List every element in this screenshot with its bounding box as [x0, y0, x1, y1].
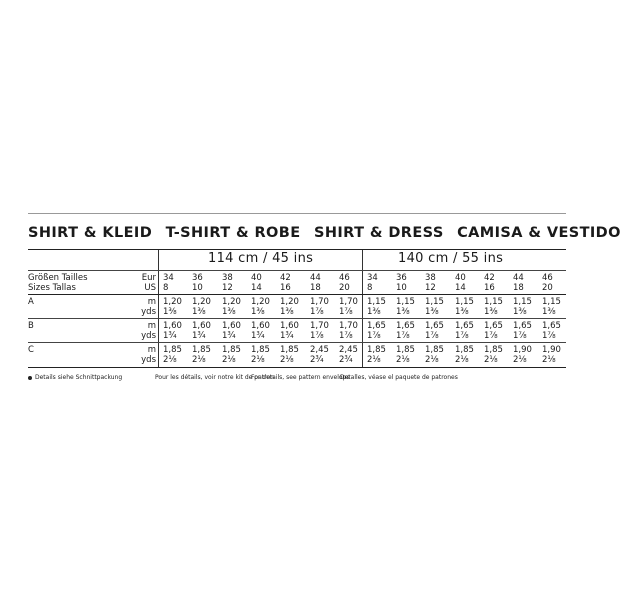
unit-m-a: m	[147, 297, 156, 307]
yard-value: 1⅞	[513, 331, 527, 341]
yard-value: 1⅜	[367, 307, 381, 317]
us-size: 16	[484, 283, 495, 293]
meter-value: 1,85	[163, 345, 182, 355]
us-size: 18	[310, 283, 321, 293]
us-size: 8	[163, 283, 169, 293]
meter-value: 1,85	[280, 345, 299, 355]
unit-yds-c: yds	[141, 355, 156, 365]
us-size: 20	[339, 283, 350, 293]
sizes-rule	[28, 294, 566, 295]
yard-value: 1⅞	[542, 331, 556, 341]
yard-value: 2⅛	[163, 355, 177, 365]
meter-value: 1,85	[455, 345, 474, 355]
yard-value: 2⅛	[396, 355, 410, 365]
yard-value: 1⅜	[396, 307, 410, 317]
meter-value: 1,70	[339, 297, 358, 307]
yard-value: 1⅜	[251, 307, 265, 317]
unit-yds-a: yds	[141, 307, 156, 317]
us-size: 10	[192, 283, 203, 293]
meter-value: 1,15	[542, 297, 561, 307]
meter-value: 2,45	[310, 345, 329, 355]
us-size: 18	[513, 283, 524, 293]
meter-value: 2,45	[339, 345, 358, 355]
col-separator-fabric	[362, 250, 363, 368]
footnote-de: Details siehe Schnittpackung	[35, 374, 123, 381]
yard-value: 1¾	[163, 331, 177, 341]
yard-value: 1⅜	[192, 307, 206, 317]
yard-value: 1⅜	[542, 307, 556, 317]
yard-value: 1⅞	[396, 331, 410, 341]
yard-value: 1⅜	[425, 307, 439, 317]
title-fr: T-SHIRT & ROBE	[165, 225, 301, 241]
yard-value: 1⅜	[484, 307, 498, 317]
page-title	[28, 225, 629, 241]
us-size: 12	[222, 283, 233, 293]
meter-value: 1,15	[513, 297, 532, 307]
yard-value: 2¾	[310, 355, 324, 365]
fabric-width-140: 140 cm / 55 ins	[398, 251, 504, 266]
eur-size: 40	[455, 273, 466, 283]
us-size: 16	[280, 283, 291, 293]
eur-size: 36	[192, 273, 203, 283]
meter-value: 1,60	[222, 321, 241, 331]
bullet-icon	[28, 376, 32, 380]
eur-size: 34	[163, 273, 174, 283]
us-label: US	[144, 283, 156, 293]
yard-value: 2⅛	[425, 355, 439, 365]
title-es: CAMISA & VESTIDO	[457, 225, 621, 241]
eur-size: 46	[542, 273, 553, 283]
meter-value: 1,60	[251, 321, 270, 331]
meter-value: 1,65	[396, 321, 415, 331]
us-size: 10	[396, 283, 407, 293]
meter-value: 1,60	[192, 321, 211, 331]
row-label-c: C	[28, 345, 34, 355]
us-size: 14	[251, 283, 262, 293]
eur-size: 34	[367, 273, 378, 283]
meter-value: 1,60	[163, 321, 182, 331]
meter-value: 1,60	[280, 321, 299, 331]
yard-value: 1⅞	[339, 331, 353, 341]
meter-value: 1,15	[367, 297, 386, 307]
meter-value: 1,65	[425, 321, 444, 331]
meter-value: 1,70	[310, 297, 329, 307]
yard-value: 2⅛	[222, 355, 236, 365]
unit-m-b: m	[147, 321, 156, 331]
row-c-rule	[28, 367, 566, 368]
yard-value: 1¾	[280, 331, 294, 341]
yard-value: 1⅜	[280, 307, 294, 317]
meter-value: 1,65	[367, 321, 386, 331]
row-label-a: A	[28, 297, 34, 307]
yard-value: 2⅛	[251, 355, 265, 365]
meter-value: 1,20	[251, 297, 270, 307]
yard-value: 2⅛	[542, 355, 556, 365]
yard-value: 1⅞	[310, 331, 324, 341]
meter-value: 1,15	[484, 297, 503, 307]
eur-size: 38	[222, 273, 233, 283]
footnote-en: For details, see pattern envelope	[251, 374, 351, 381]
yard-value: 1⅞	[339, 307, 353, 317]
yard-value: 1⅞	[484, 331, 498, 341]
yard-value: 2⅛	[367, 355, 381, 365]
eur-size: 40	[251, 273, 262, 283]
title-rule	[28, 249, 566, 250]
meter-value: 1,90	[513, 345, 532, 355]
yard-value: 2¾	[339, 355, 353, 365]
meter-value: 1,85	[396, 345, 415, 355]
yard-value: 1¾	[222, 331, 236, 341]
meter-value: 1,15	[455, 297, 474, 307]
meter-value: 1,20	[163, 297, 182, 307]
yard-value: 1¾	[192, 331, 206, 341]
footnote-es: Detalles, véase el paquete de patrones	[340, 374, 458, 381]
us-size: 8	[367, 283, 373, 293]
us-size: 20	[542, 283, 553, 293]
row-a-rule	[28, 318, 566, 319]
meter-value: 1,65	[484, 321, 503, 331]
eur-label: Eur	[141, 273, 156, 283]
fabric-header-rule	[28, 270, 566, 271]
unit-m-c: m	[147, 345, 156, 355]
yard-value: 1⅞	[455, 331, 469, 341]
yard-value: 2⅛	[192, 355, 206, 365]
col-separator-units	[158, 250, 159, 368]
meter-value: 1,85	[484, 345, 503, 355]
eur-size: 44	[310, 273, 321, 283]
meter-value: 1,85	[425, 345, 444, 355]
yard-value: 2⅛	[455, 355, 469, 365]
yard-value: 1⅞	[310, 307, 324, 317]
yard-value: 2⅛	[484, 355, 498, 365]
meter-value: 1,20	[222, 297, 241, 307]
meter-value: 1,85	[367, 345, 386, 355]
yard-value: 1⅜	[163, 307, 177, 317]
fabric-width-114: 114 cm / 45 ins	[208, 251, 314, 266]
meter-value: 1,65	[513, 321, 532, 331]
sizes-label-de-fr: Größen Tailles	[28, 273, 88, 283]
meter-value: 1,15	[396, 297, 415, 307]
title-en: SHIRT & DRESS	[314, 225, 444, 241]
yard-value: 1⅜	[455, 307, 469, 317]
footnote-fr: Pour les détails, voir notre kit de patron	[155, 374, 274, 381]
eur-size: 42	[280, 273, 291, 283]
eur-size: 38	[425, 273, 436, 283]
yard-value: 1⅜	[222, 307, 236, 317]
meter-value: 1,70	[339, 321, 358, 331]
meter-value: 1,65	[542, 321, 561, 331]
unit-yds-b: yds	[141, 331, 156, 341]
yard-value: 1⅞	[367, 331, 381, 341]
us-size: 14	[455, 283, 466, 293]
eur-size: 42	[484, 273, 495, 283]
meter-value: 1,70	[310, 321, 329, 331]
meter-value: 1,20	[280, 297, 299, 307]
meter-value: 1,15	[425, 297, 444, 307]
sizes-label-en-es: Sizes Tallas	[28, 283, 76, 293]
meter-value: 1,90	[542, 345, 561, 355]
yard-value: 1⅜	[513, 307, 527, 317]
us-size: 12	[425, 283, 436, 293]
yard-value: 2⅛	[513, 355, 527, 365]
meter-value: 1,65	[455, 321, 474, 331]
eur-size: 36	[396, 273, 407, 283]
meter-value: 1,20	[192, 297, 211, 307]
meter-value: 1,85	[251, 345, 270, 355]
row-label-b: B	[28, 321, 34, 331]
eur-size: 46	[339, 273, 350, 283]
meter-value: 1,85	[222, 345, 241, 355]
yard-value: 1¾	[251, 331, 265, 341]
row-b-rule	[28, 342, 566, 343]
eur-size: 44	[513, 273, 524, 283]
meter-value: 1,85	[192, 345, 211, 355]
yard-value: 2⅛	[280, 355, 294, 365]
yard-value: 1⅞	[425, 331, 439, 341]
title-de: SHIRT & KLEID	[28, 225, 153, 241]
top-rule	[28, 213, 566, 214]
